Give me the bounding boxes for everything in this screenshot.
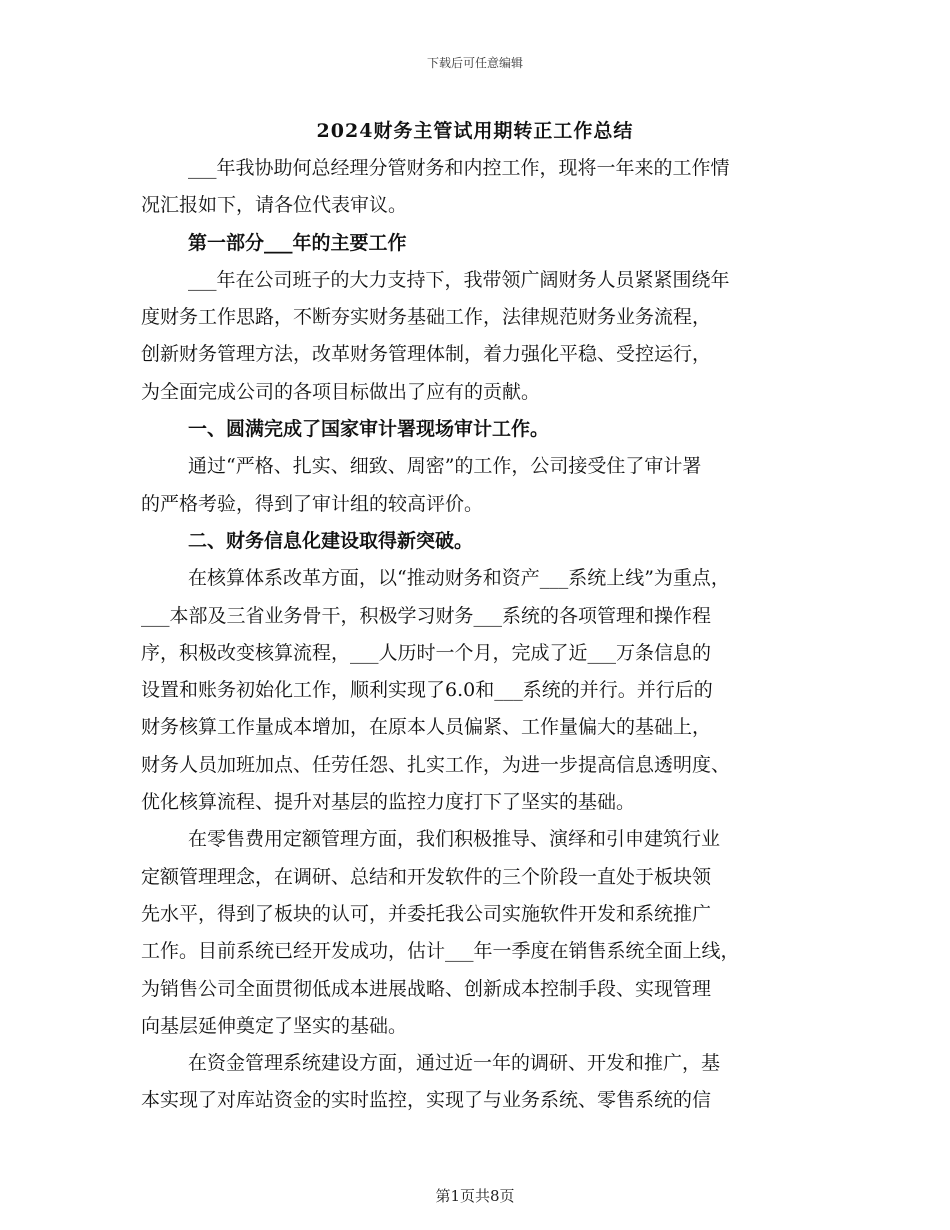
document-body xyxy=(141,150,821,1120)
paragraph-line: 为销售公司全面贯彻低成本进展战略、创新成本控制手段、实现管理 xyxy=(141,977,712,1000)
header-note: 下载后可任意编辑 xyxy=(426,56,523,70)
page-footer: 第1页共8页 xyxy=(435,1187,515,1205)
paragraph-line: 况汇报如下，请各位代表审议。 xyxy=(141,194,408,217)
paragraph-line: 序，积极改变核算流程，___人历时一个月，完成了近___万条信息的 xyxy=(141,641,712,664)
paragraph-line: 在零售费用定额管理方面，我们积极推导、演绎和引申建筑行业 xyxy=(188,828,721,851)
paragraph-line: ___年在公司班子的大力支持下，我带领广阔财务人员紧紧围绕年 xyxy=(188,268,730,291)
paragraph-line: 优化核算流程、提升对基层的监控力度打下了坚实的基础。 xyxy=(141,791,636,814)
document-title: 2024财务主管试用期转正工作总结 xyxy=(316,120,634,142)
paragraph-line: 向基层延伸奠定了坚实的基础。 xyxy=(141,1014,408,1037)
paragraph-line: 设置和账务初始化工作，顺利实现了6.0和___系统的并行。并行后的 xyxy=(141,679,713,702)
section-heading: 二、财务信息化建设取得新突破。 xyxy=(188,529,474,552)
paragraph-line: 工作。目前系统已经开发成功，估计___年一季度在销售系统全面上线， xyxy=(141,940,740,963)
section-heading: 一、圆满完成了国家审计署现场审计工作。 xyxy=(188,418,550,441)
paragraph-line: 通过“严格、扎实、细致、周密”的工作，公司接受住了审计署 xyxy=(188,455,702,478)
paragraph-line: 先水平，得到了板块的认可，并委托我公司实施软件开发和系统推广 xyxy=(141,902,712,925)
paragraph-line: 的严格考验，得到了审计组的较高评价。 xyxy=(141,492,484,515)
paragraph-line: 定额管理理念，在调研、总结和开发软件的三个阶段一直处于板块领 xyxy=(141,865,712,888)
paragraph-line: 在核算体系改革方面，以“推动财务和资产___系统上线”为重点， xyxy=(188,567,730,590)
paragraph-line: 创新财务管理方法，改革财务管理体制，着力强化平稳、受控运行， xyxy=(141,343,712,366)
paragraph-line: 财务核算工作量成本增加，在原本人员偏紧、工作量偏大的基础上， xyxy=(141,716,712,739)
paragraph-line: ___年我协助何总经理分管财务和内控工作，现将一年来的工作情 xyxy=(188,157,730,179)
paragraph-line: 财务人员加班加点、任劳任怨、扎实工作，为进一步提高信息透明度、 xyxy=(141,753,731,776)
section-heading: 第一部分___年的主要工作 xyxy=(188,231,407,254)
paragraph-line: 度财务工作思路，不断夯实财务基础工作，法律规范财务业务流程， xyxy=(141,306,712,329)
paragraph-line: 在资金管理系统建设方面，通过近一年的调研、开发和推广，基 xyxy=(188,1052,721,1075)
paragraph-line: ___本部及三省业务骨干，积极学习财务___系统的各项管理和操作程 xyxy=(141,604,712,627)
paragraph-line: 为全面完成公司的各项目标做出了应有的贡献。 xyxy=(141,380,541,403)
paragraph-line: 本实现了对库站资金的实时监控，实现了与业务系统、零售系统的信 xyxy=(141,1089,712,1112)
